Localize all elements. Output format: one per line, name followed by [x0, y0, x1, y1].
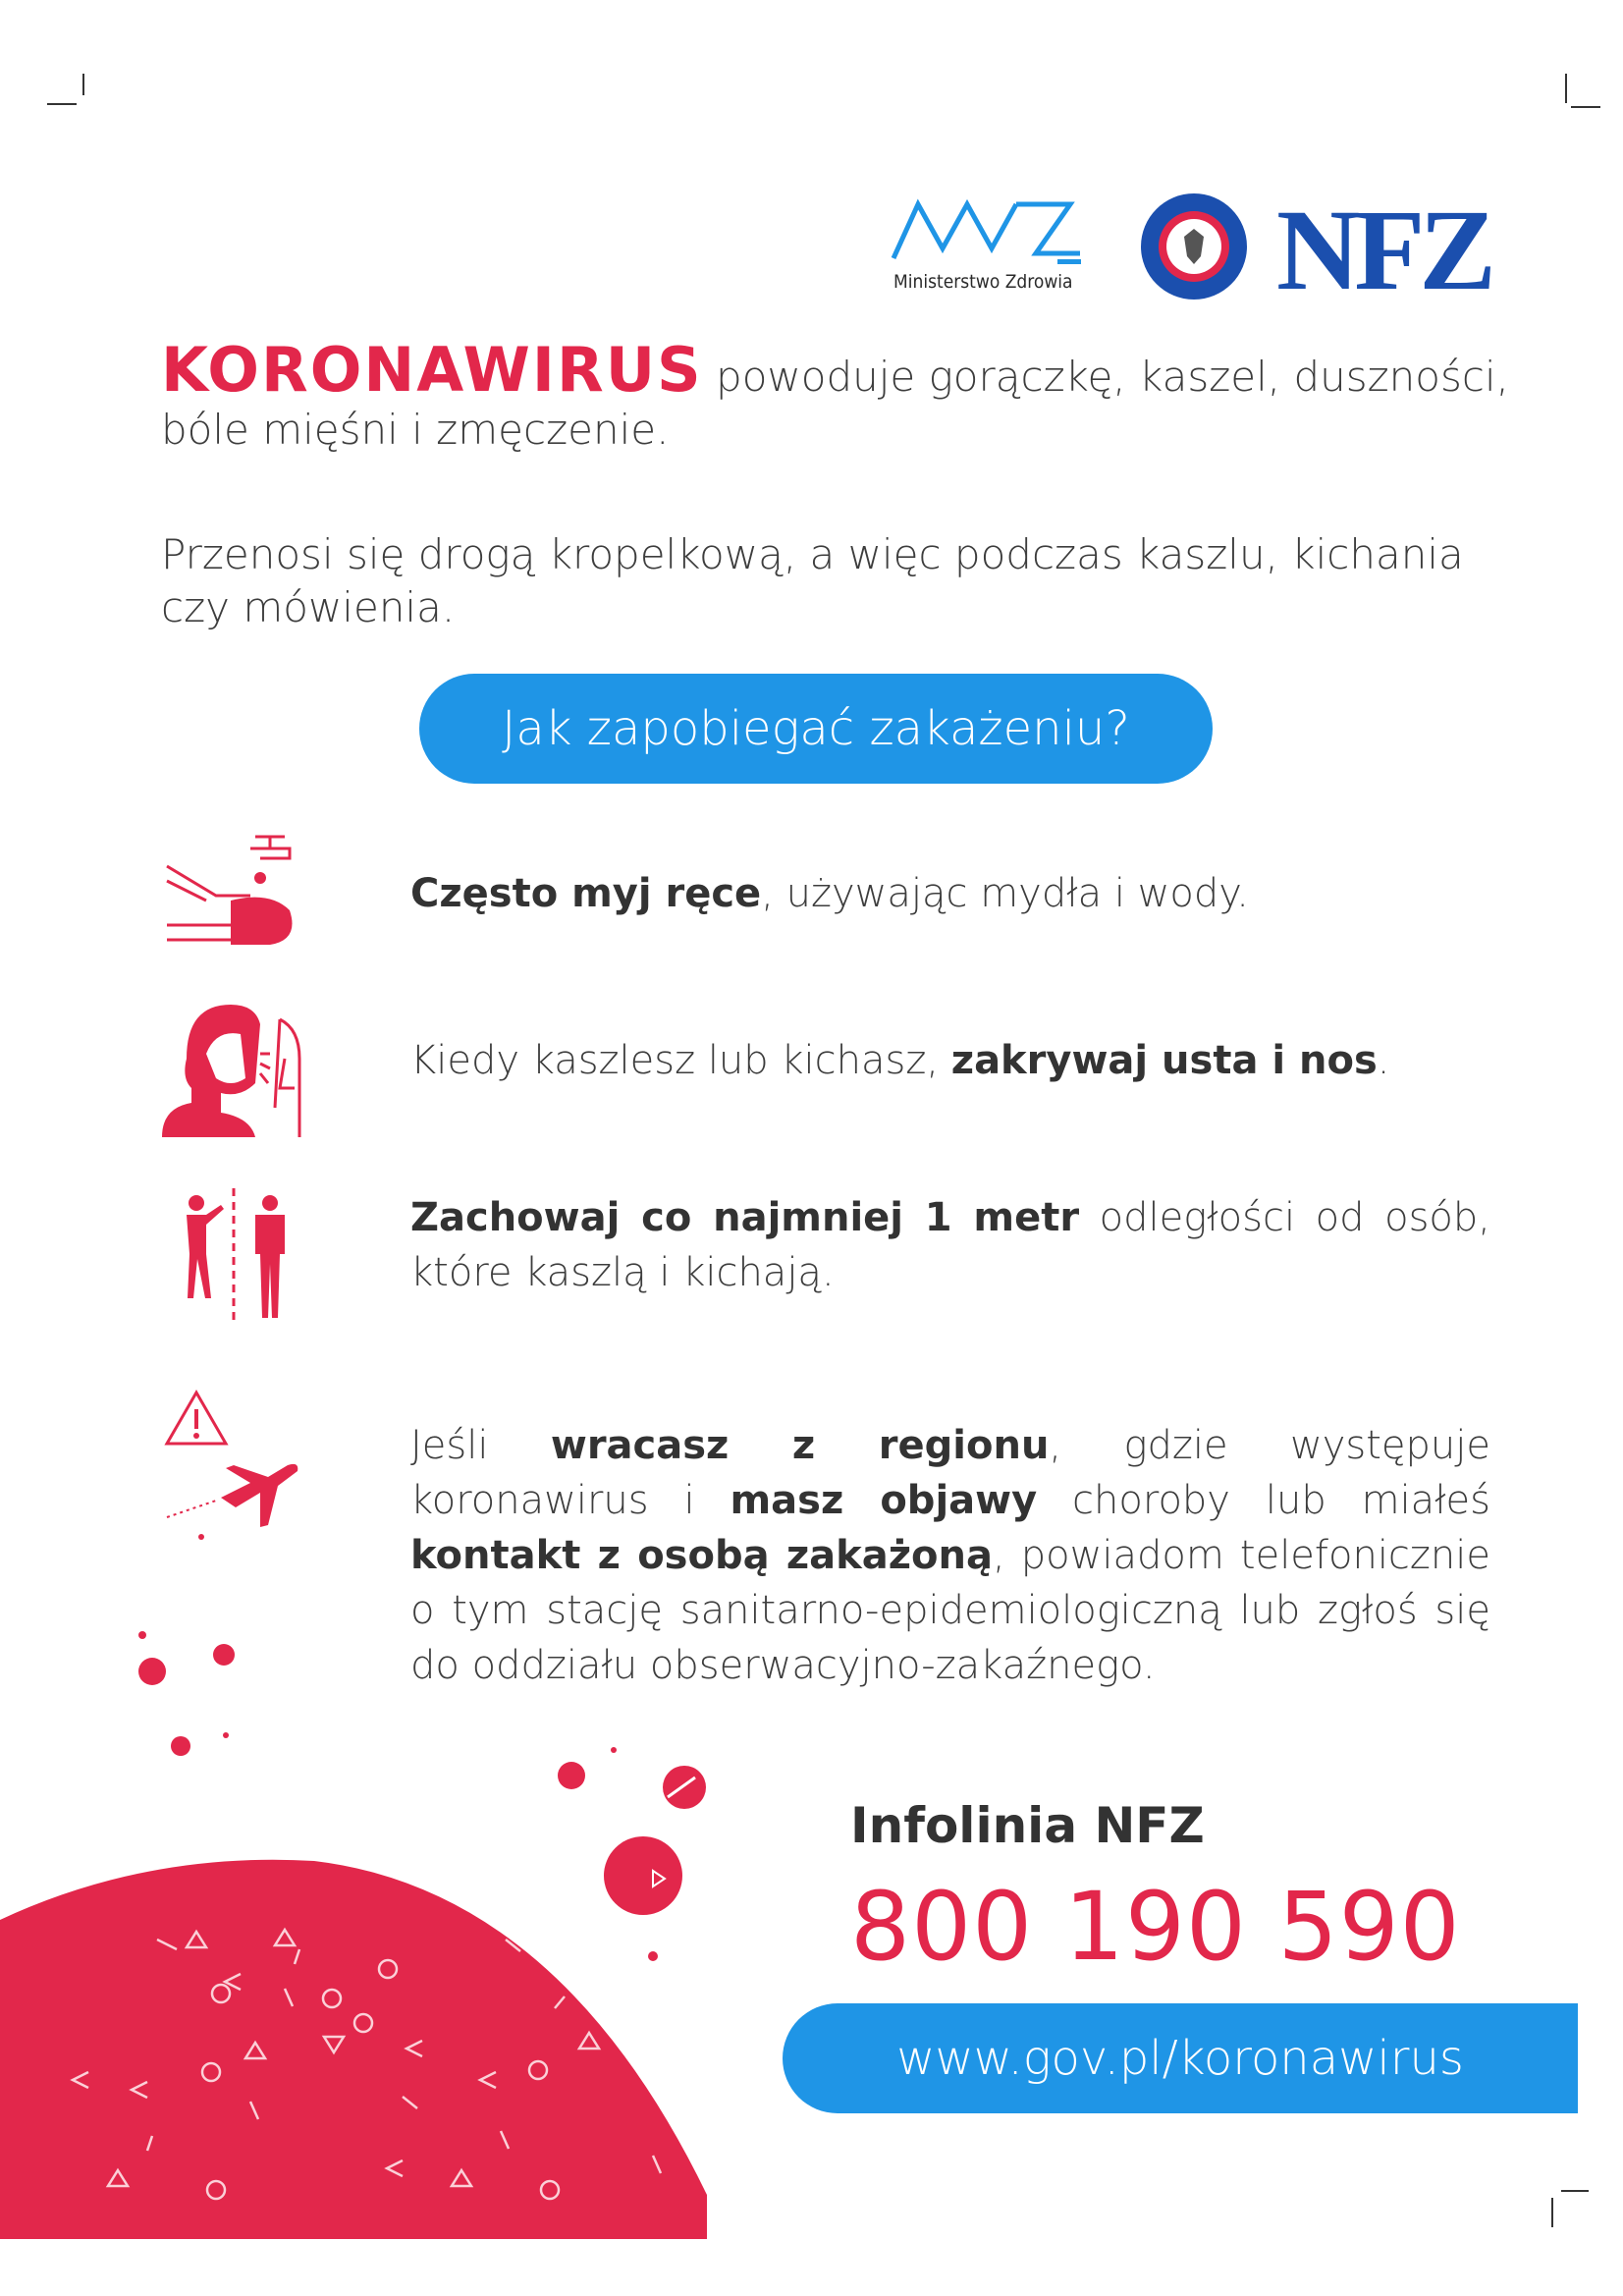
virus-decoration-icon	[0, 1601, 746, 2239]
infoline-phone[interactable]: 800 190 590	[850, 1872, 1461, 1982]
handwash-icon	[162, 827, 309, 950]
crop-mark	[1561, 2190, 1589, 2192]
tip-distance	[410, 1190, 1490, 1300]
intro-transmission: Przenosi się drogą kropelkową, a więc podczas kaszlu, kichania czy mówienia.	[161, 530, 1464, 631]
infoline-label: Infolinia NFZ	[850, 1797, 1205, 1854]
crop-mark	[1571, 106, 1600, 108]
crop-mark	[1565, 74, 1567, 103]
koronawirus-heading: KORONAWIRUS	[161, 334, 703, 406]
tip-travel-text-3: choroby lub miałeś	[1037, 1478, 1491, 1523]
intro-symptoms-text: powoduje gorączkę, kaszel, duszności, bóle mięśni i zmęczenie.	[161, 353, 1509, 454]
tip-cough-bold: zakrywaj usta i nos	[950, 1038, 1378, 1083]
website-link[interactable]: www.gov.pl/koronawirus	[783, 2003, 1578, 2113]
tip-travel-bold-3: kontakt z osobą zakażoną	[410, 1533, 993, 1578]
tip-cough-text-pre: Kiedy kaszlesz lub kichasz,	[410, 1038, 951, 1083]
nfz-logo: NFZ	[1276, 186, 1490, 314]
intro-symptoms	[161, 334, 1536, 457]
crop-mark	[1551, 2198, 1553, 2227]
crop-mark	[47, 103, 77, 105]
tip-distance-text: odległości od osób, które kaszlą i kichają.	[410, 1195, 1490, 1295]
ministry-logo-icon	[889, 194, 1085, 273]
travel-warning-icon	[162, 1385, 299, 1542]
tip-cough-text: .	[1377, 1038, 1390, 1083]
tip-travel-text-1: Jeśli	[410, 1423, 551, 1468]
cough-cover-icon	[162, 1000, 309, 1142]
prevent-heading-pill: Jak zapobiegać zakażeniu?	[419, 674, 1213, 784]
tip-travel-text-4: , powiadom telefonicznie o tym stację sanitarno-epidemiologiczną lub zgłoś się do oddziału obserwacyjno-zakaźnego.	[410, 1533, 1490, 1688]
tip-handwash-bold: Często myj ręce	[410, 871, 762, 916]
sanitary-inspection-seal-icon	[1139, 191, 1249, 301]
tip-cough	[410, 1033, 1490, 1088]
tip-travel-bold-2: masz objawy	[730, 1478, 1038, 1523]
tip-handwash-text: , używając mydła i wody.	[761, 871, 1249, 916]
crop-mark	[82, 74, 84, 95]
tip-travel-text-2: , gdzie występuje koronawirus i	[410, 1423, 1490, 1523]
sanitary-inspection-seal-text	[1139, 191, 1140, 192]
tip-distance-bold: Zachowaj co najmniej 1 metr	[410, 1195, 1080, 1240]
distance-icon	[177, 1183, 295, 1321]
tip-handwash	[410, 866, 1490, 921]
tip-travel-bold-1: wracasz z regionu	[550, 1423, 1050, 1468]
ministry-caption: Ministerstwo Zdrowia	[893, 271, 1073, 293]
